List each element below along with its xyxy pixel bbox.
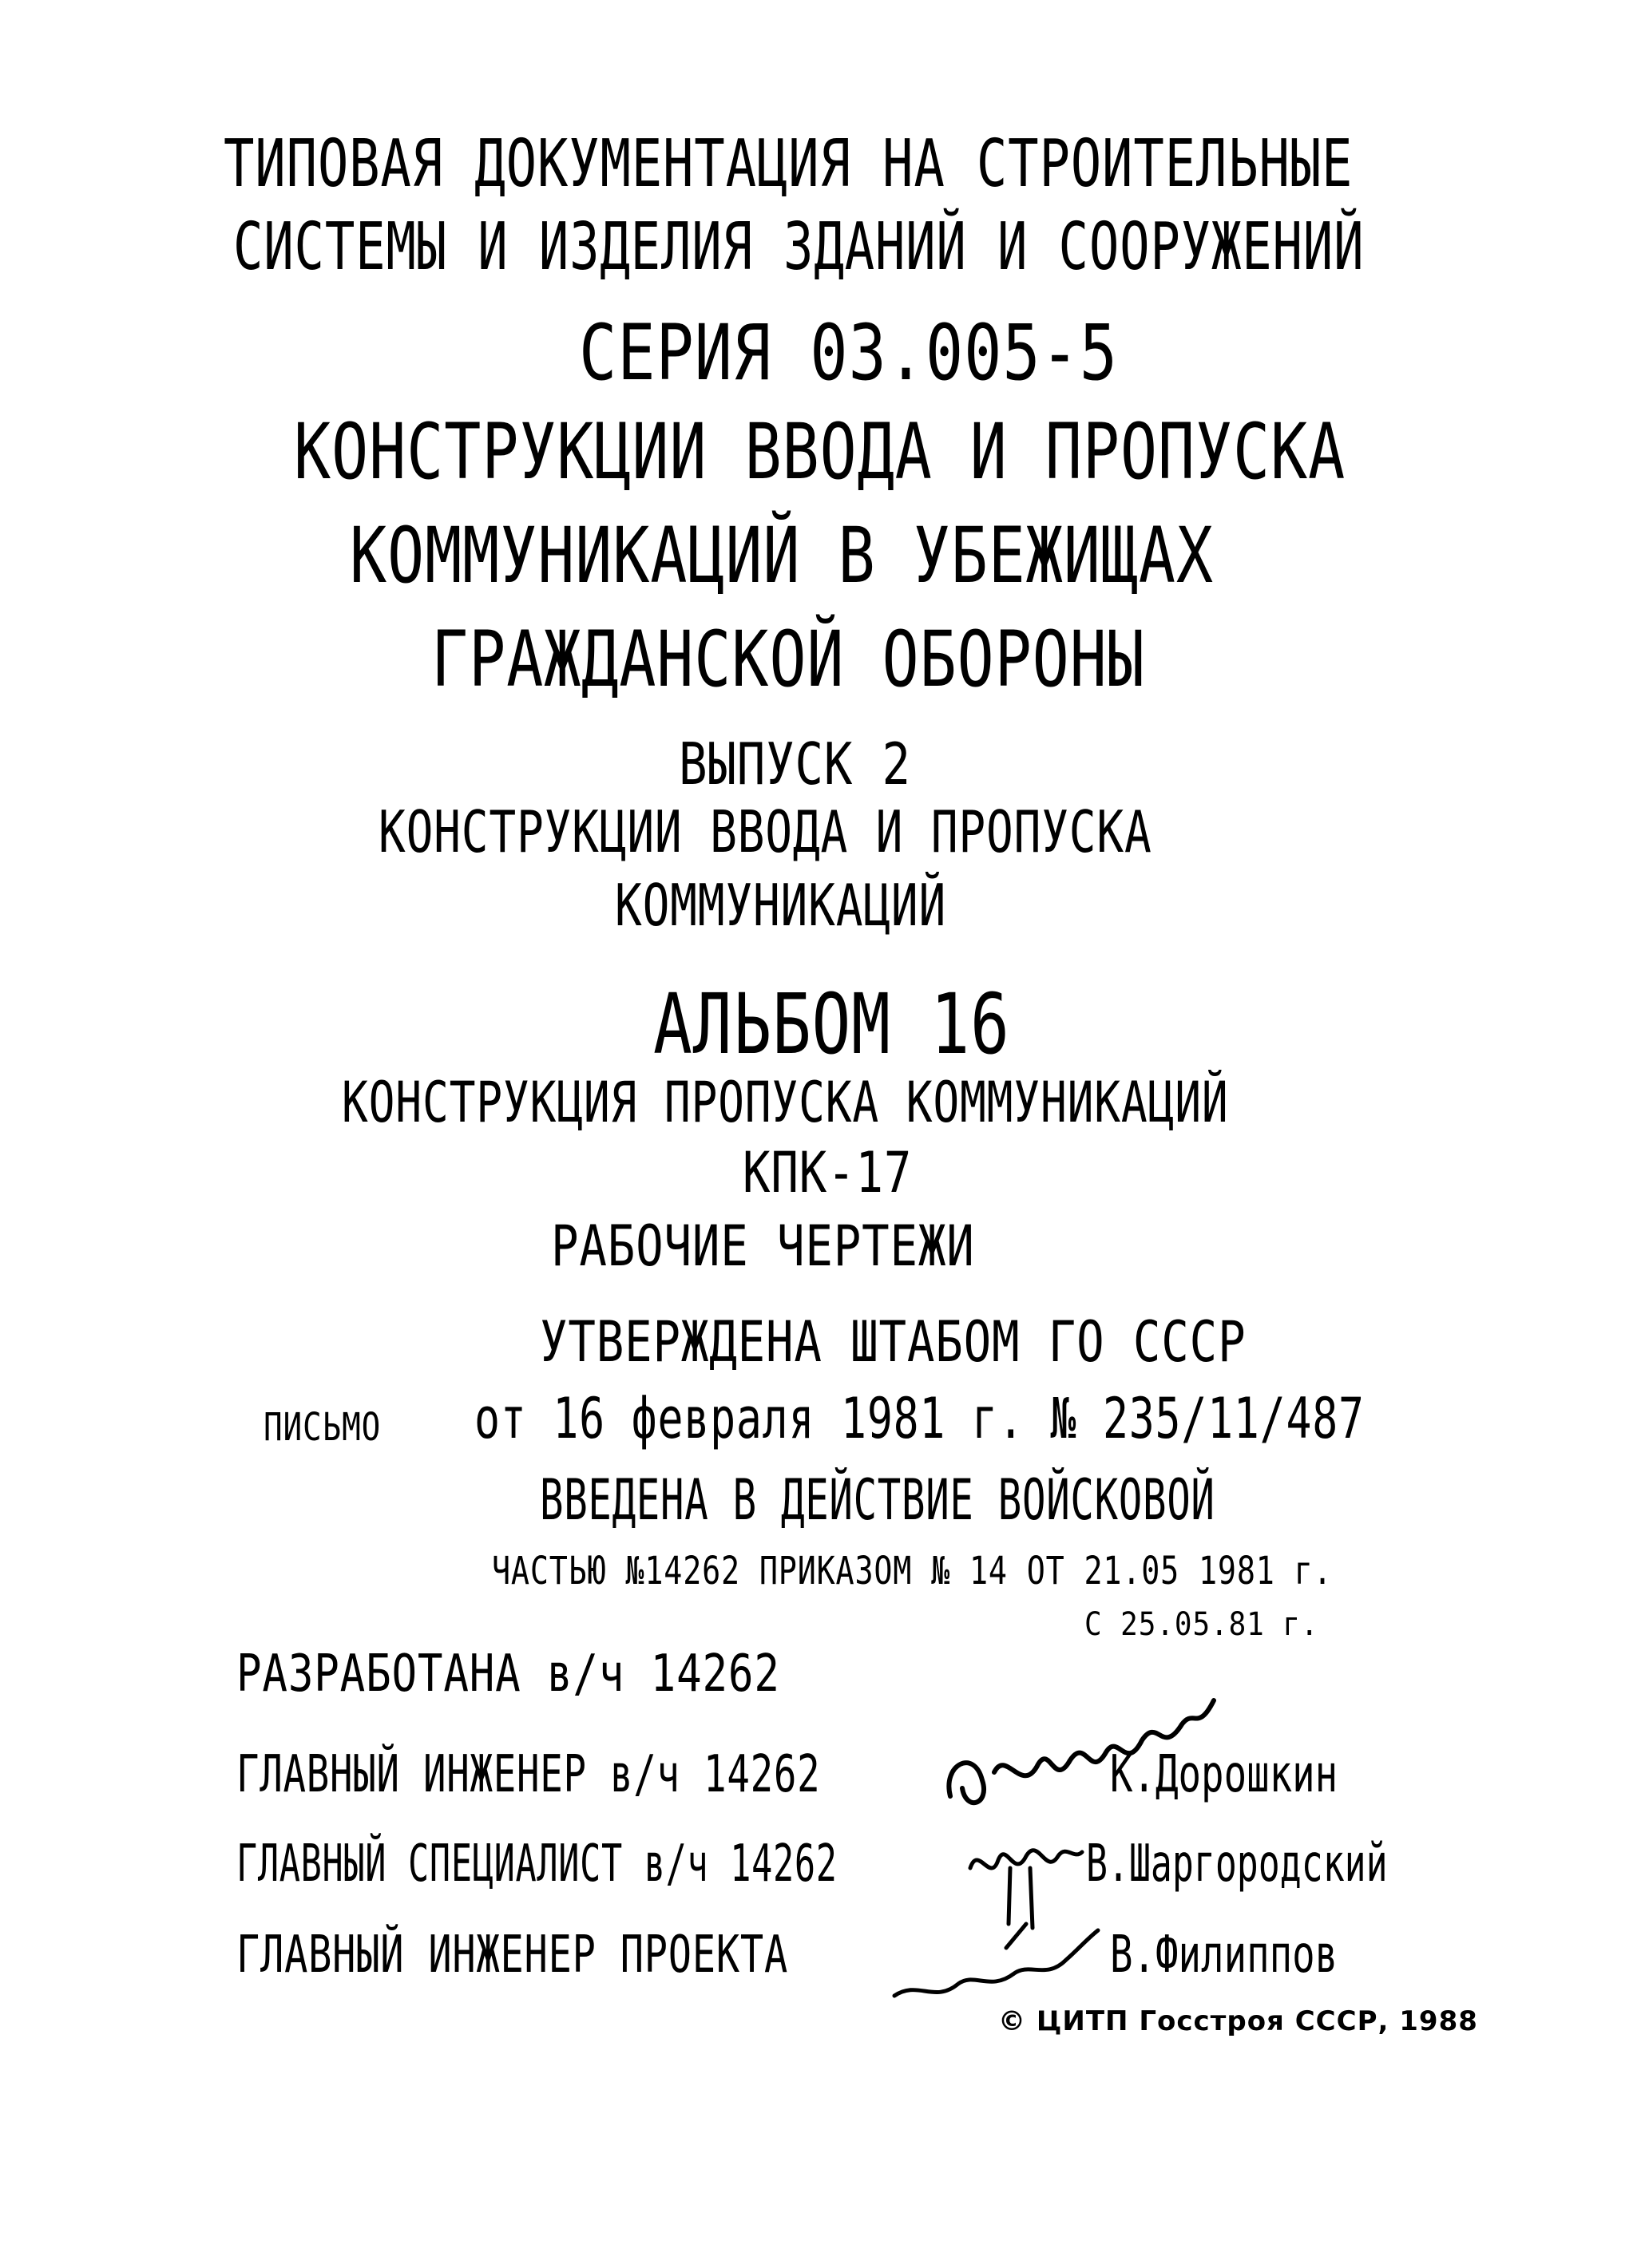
signature-dorokhin [918, 1676, 1238, 1828]
start-date-line-text: С 25.05.81 г. [1084, 1606, 1319, 1643]
copyright-notice [998, 2005, 1478, 2037]
album-number-text: АЛЬБОМ 16 [653, 976, 1010, 1073]
signatory-role-2-text: ГЛАВНЫЙ СПЕЦИАЛИСТ в/ч 14262 [236, 1835, 838, 1894]
signature-shargorodsky [962, 1812, 1090, 1932]
letter-label [264, 1405, 406, 1450]
unit-order-line-text: ЧАСТЬЮ №14262 ПРИКАЗОМ № 14 ОТ 21.05 1981 г. [492, 1549, 1333, 1593]
doc-heading-line-1-text: ТИПОВАЯ ДОКУМЕНТАЦИЯ НА СТРОИТЕЛЬНЫЕ [224, 126, 1354, 202]
doc-heading-line-2 [233, 209, 1649, 285]
developed-by-text: РАЗРАБОТАНА в/ч 14262 [236, 1645, 780, 1704]
developed-by-line [236, 1645, 899, 1704]
issue-title-line-1-text: КОНСТРУКЦИИ ВВОДА И ПРОПУСКА [379, 798, 1152, 865]
signature-filippov [886, 1916, 1110, 2020]
signatory-name-3-text: В.Филиппов [1110, 1926, 1338, 1985]
signatory-role-3 [236, 1926, 962, 1985]
approval-line [540, 1309, 1401, 1375]
issue-title-line-2-text: КОММУНИКАЦИЙ [615, 872, 947, 939]
series-title-line-3 [431, 615, 1323, 704]
signatory-role-1 [236, 1745, 1025, 1804]
start-date-line [1084, 1606, 1345, 1643]
album-title-line-2-text: КПК-17 [743, 1140, 913, 1205]
unit-order-line [492, 1549, 1543, 1593]
signatory-name-2 [1086, 1835, 1516, 1894]
album-number [653, 976, 1111, 1073]
signatory-name-3 [1110, 1926, 1417, 1985]
copyright-notice-text: © ЦИТП Госстроя СССР, 1988 [998, 2005, 1478, 2037]
letter-label-text: ПИСЬМО [264, 1405, 382, 1450]
series-title-line-3-text: ГРАЖДАНСКОЙ ОБОРОНЫ [431, 615, 1145, 704]
signatory-role-1-text: ГЛАВНЫЙ ИНЖЕНЕР в/ч 14262 [236, 1745, 821, 1804]
enacted-line [540, 1467, 1504, 1533]
approval-line-text: УТВЕРЖДЕНА ШТАБОМ ГО СССР [540, 1309, 1247, 1375]
doc-heading-line-1 [224, 126, 1649, 202]
letter-details [474, 1386, 1646, 1451]
issue-title-line-1 [379, 798, 1370, 865]
doc-heading-line-2-text: СИСТЕМЫ И ИЗДЕЛИЯ ЗДАНИЙ И СООРУЖЕНИЙ [233, 209, 1365, 285]
series-number-text: СЕРИЯ 03.005-5 [579, 308, 1118, 398]
signatory-name-2-text: В.Шаргородский [1086, 1835, 1388, 1894]
series-title-line-2 [350, 511, 1429, 600]
album-title-line-1 [342, 1070, 1479, 1135]
signatory-name-1-text: К.Дорошкин [1110, 1745, 1338, 1804]
album-title-line-2 [743, 1140, 949, 1205]
album-title-line-3 [551, 1213, 1068, 1279]
album-title-line-1-text: КОНСТРУКЦИЯ ПРОПУСКА КОММУНИКАЦИЙ [342, 1070, 1229, 1135]
issue-title-line-2 [615, 872, 1040, 939]
series-title-line-1 [294, 407, 1608, 497]
enacted-line-text: ВВЕДЕНА В ДЕЙСТВИЕ ВОЙСКОВОЙ [540, 1467, 1215, 1533]
series-number [579, 308, 1236, 398]
series-title-line-2-text: КОММУНИКАЦИЙ В УБЕЖИЩАХ [350, 511, 1214, 600]
letter-details-text: от 16 февраля 1981 г. № 235/11/487 [474, 1386, 1365, 1451]
series-title-line-1-text: КОНСТРУКЦИИ ВВОДА И ПРОПУСКА [294, 407, 1346, 497]
issue-number-text: ВЫПУСК 2 [679, 730, 911, 798]
signatory-role-3-text: ГЛАВНЫЙ ИНЖЕНЕР ПРОЕКТА [236, 1926, 789, 1985]
issue-number [679, 730, 962, 798]
album-title-line-3-text: РАБОЧИЕ ЧЕРТЕЖИ [551, 1213, 975, 1279]
